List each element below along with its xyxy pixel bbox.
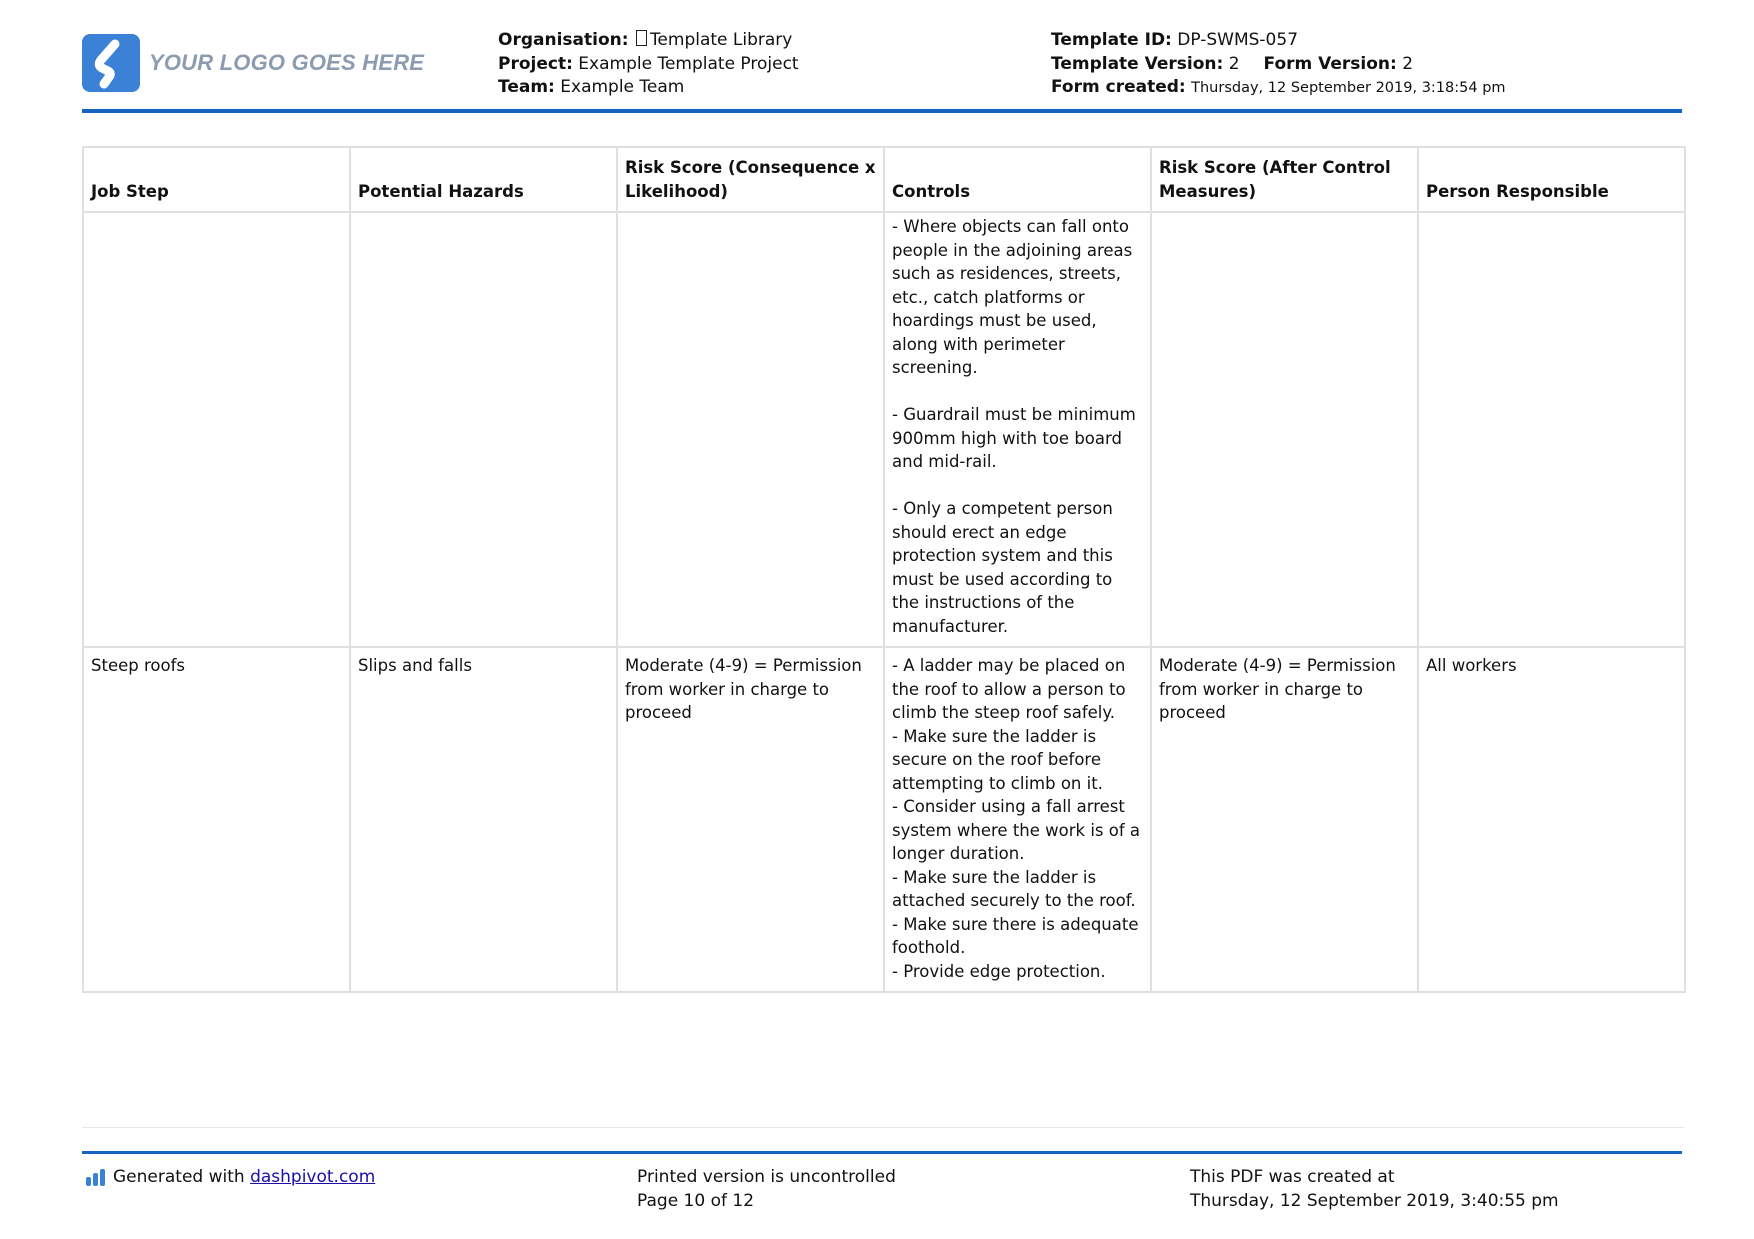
column-header-risk-score-after: Risk Score (After Control Measures)	[1151, 147, 1418, 212]
template-version-value: 2	[1228, 53, 1240, 74]
generated-prefix: Generated with	[113, 1167, 245, 1187]
hazards-cell: Slips and falls	[350, 647, 617, 992]
risk-after-cell: Moderate (4-9) = Permission from worker in charge to proceed	[1151, 647, 1418, 992]
control-paragraph: - Only a competent person should erect an edge protection system and this must be used according to the instructions of the manufacturer.	[892, 499, 1113, 636]
header-divider	[82, 109, 1682, 113]
dashpivot-link[interactable]: dashpivot.com	[250, 1167, 376, 1187]
team-label: Team:	[498, 77, 555, 97]
team-value: Example Team	[560, 77, 685, 97]
pdf-created-value: Thursday, 12 September 2019, 3:40:55 pm	[1190, 1191, 1559, 1211]
form-version-label: Form Version:	[1263, 53, 1397, 74]
hazards-cell	[350, 212, 617, 647]
printed-notice: Printed version is uncontrolled	[637, 1167, 896, 1187]
job-step-cell	[83, 212, 350, 647]
template-version-label: Template Version:	[1051, 53, 1224, 74]
risk-score-cell	[617, 212, 884, 647]
footer-pdf-created	[1190, 1165, 1559, 1213]
dashpivot-bars-icon	[86, 1169, 105, 1186]
job-step-cell: Steep roofs	[83, 647, 350, 992]
footer-print-info	[637, 1165, 896, 1213]
control-paragraph: - Guardrail must be minimum 900mm high with toe board and mid-rail.	[892, 405, 1136, 471]
column-header-potential-hazards: Potential Hazards	[350, 147, 617, 212]
form-created-label: Form created:	[1051, 77, 1186, 97]
table-row	[83, 647, 1685, 992]
form-created-value: Thursday, 12 September 2019, 3:18:54 pm	[1191, 80, 1506, 96]
table-row	[83, 212, 1685, 647]
project-value: Example Template Project	[578, 53, 799, 74]
column-header-risk-score: Risk Score (Consequence x Likelihood)	[617, 147, 884, 212]
person-responsible-cell: All workers	[1418, 647, 1685, 992]
organisation-value: Template Library	[649, 30, 793, 50]
footer-hairline	[82, 1127, 1684, 1128]
person-responsible-cell	[1418, 212, 1685, 647]
footer-generated	[86, 1165, 375, 1189]
organisation-label: Organisation:	[498, 30, 629, 50]
logo	[82, 34, 424, 92]
form-version-value: 2	[1402, 53, 1414, 74]
risk-after-cell	[1151, 212, 1418, 647]
project-label: Project:	[498, 53, 573, 74]
template-id-label: Template ID:	[1051, 30, 1172, 50]
logo-icon	[82, 34, 140, 92]
template-meta	[1051, 29, 1506, 101]
footer-divider	[82, 1151, 1682, 1154]
pdf-created-label: This PDF was created at	[1190, 1167, 1395, 1187]
controls-cell	[884, 647, 1151, 992]
table-header-row	[83, 147, 1685, 212]
page-header	[82, 0, 1682, 114]
project-meta	[498, 29, 799, 100]
swms-table	[82, 146, 1686, 993]
control-paragraph: - A ladder may be placed on the roof to allow a person to climb the steep roof safely. - Make sure the ladder is secure on the roof before attempting to climb on it. - Consider using a fall arrest system where the work is of a longer duration. - Make sure the ladder is attached securely to the roof. - Make sure there is adequate foothold. - Provide edge protection.	[892, 656, 1140, 981]
organisation-icon	[636, 30, 647, 46]
column-header-job-step: Job Step	[83, 147, 350, 212]
template-id-value: DP-SWMS-057	[1177, 30, 1299, 50]
column-header-controls: Controls	[884, 147, 1151, 212]
controls-cell	[884, 212, 1151, 647]
logo-text: YOUR LOGO GOES HERE	[149, 50, 425, 75]
control-paragraph: - Where objects can fall onto people in the adjoining areas such as residences, streets, etc., catch platforms or hoardings must be used, along with perimeter screening.	[892, 217, 1133, 377]
column-header-person-responsible: Person Responsible	[1418, 147, 1685, 212]
risk-score-cell: Moderate (4-9) = Permission from worker in charge to proceed	[617, 647, 884, 992]
page-info: Page 10 of 12	[637, 1191, 755, 1211]
